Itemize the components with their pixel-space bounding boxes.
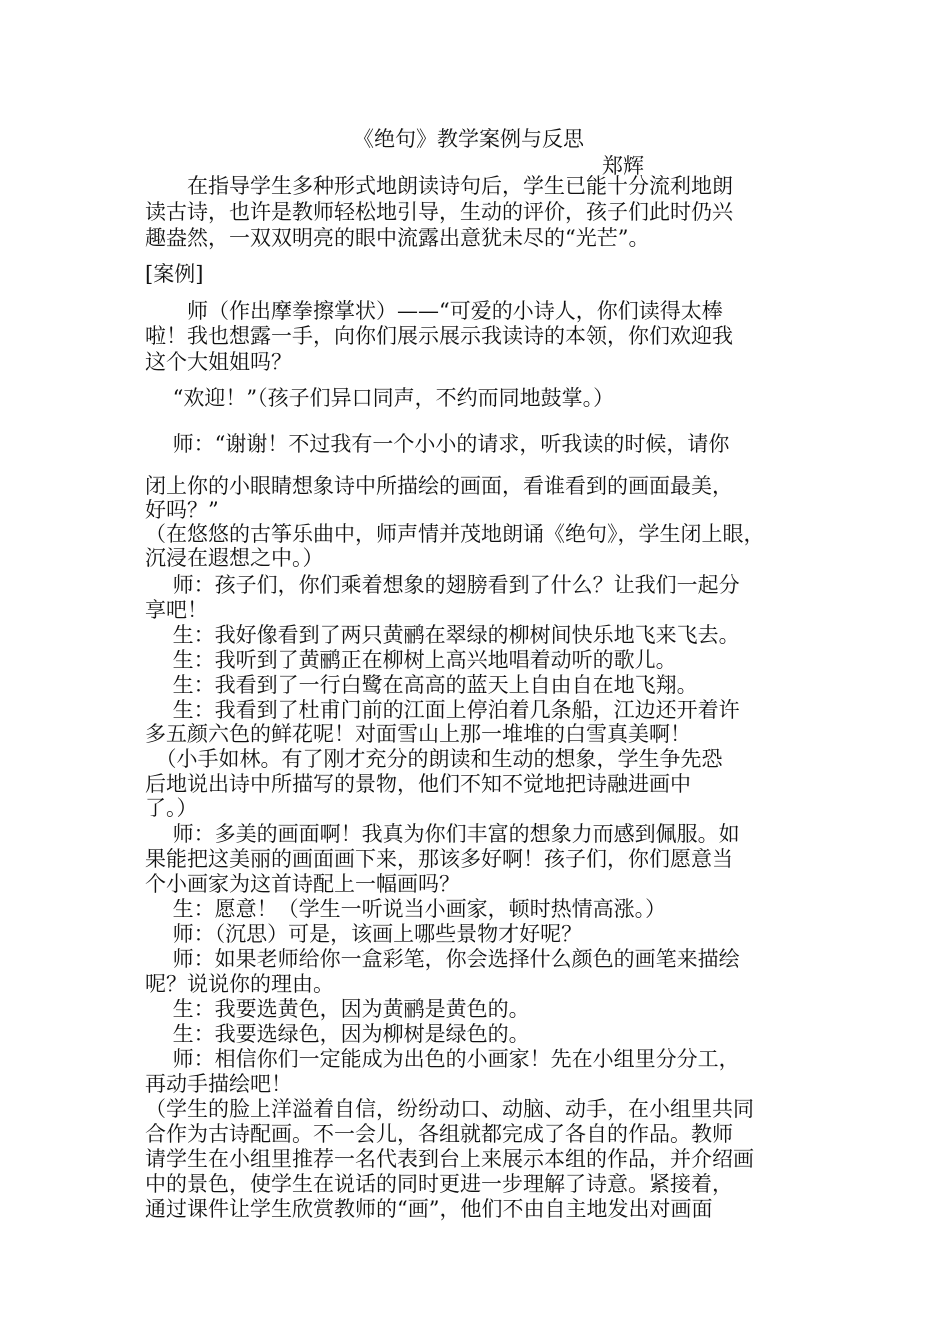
paragraph-line: 沉浸在遐想之中。）: [145, 546, 324, 570]
paragraph-line: 生：我要选绿色，因为柳树是绿色的。: [145, 1022, 530, 1046]
paragraph-line: （在悠悠的古筝乐曲中，师声情并茂地朗诵《绝句》，学生闭上眼，: [145, 522, 765, 546]
paragraph-line: 请学生在小组里推荐一名代表到台上来展示本组的作品，并介绍画: [145, 1147, 754, 1171]
paragraph-line: 多五颜六色的鲜花呢！对面雪山上那一堆堆的白雪真美啊！: [145, 722, 691, 746]
paragraph-line: 再动手描绘吧！: [145, 1072, 292, 1096]
paragraph-line: （小手如林。有了刚才充分的朗读和生动的想象，学生争先恐: [145, 747, 723, 771]
paragraph-line: 个小画家为这首诗配上一幅画吗？: [145, 872, 460, 896]
paragraph-line: 这个大姐姐吗？: [145, 350, 292, 374]
paragraph-line: 呢？说说你的理由。: [145, 972, 334, 996]
paragraph-line: 生：我听到了黄鹂正在柳树上高兴地唱着动听的歌儿。: [145, 648, 677, 672]
paragraph-line: （学生的脸上洋溢着自信，纷纷动口、动脑、动手，在小组里共同: [145, 1097, 754, 1121]
paragraph-line: 读古诗，也许是教师轻松地引导，生动的评价，孩子们此时仍兴: [145, 200, 733, 224]
paragraph-line: 通过课件让学生欣赏教师的“画”，他们不由自主地发出对画面: [145, 1197, 713, 1221]
paragraph-line: 生：我看到了一行白鹭在高高的蓝天上自由自在地飞翔。: [145, 673, 698, 697]
paragraph-line: 师：（沉思）可是，该画上哪些景物才好呢？: [145, 922, 583, 946]
paragraph-line: 趣盎然，一双双明亮的眼中流露出意犹未尽的“光芒”。: [145, 226, 650, 250]
paragraph-line: 生：愿意！（学生一听说当小画家，顿时热情高涨。）: [145, 897, 667, 921]
document-title: 《绝句》教学案例与反思: [353, 127, 584, 151]
paragraph-line: 师：相信你们一定能成为出色的小画家！先在小组里分分工，: [145, 1047, 740, 1071]
paragraph-line: 师：孩子们，你们乘着想象的翅膀看到了什么？让我们一起分: [145, 573, 740, 597]
paragraph-line: 果能把这美丽的画面画下来，那该多好啊！孩子们，你们愿意当: [145, 847, 733, 871]
paragraph-line: 好吗？”: [145, 498, 219, 522]
paragraph-line: 了。）: [145, 796, 198, 820]
paragraph-line: 闭上你的小眼睛想象诗中所描绘的画面，看谁看到的画面最美，: [145, 474, 733, 498]
section-label: [案例]: [145, 262, 204, 286]
paragraph-line: 在指导学生多种形式地朗读诗句后，学生已能十分流利地朗: [145, 174, 733, 198]
paragraph-line: 师：多美的画面啊！我真为你们丰富的想象力而感到佩服。如: [145, 822, 740, 846]
paragraph-line: 师：如果老师给你一盒彩笔，你会选择什么颜色的画笔来描绘: [145, 947, 740, 971]
paragraph-line: “欢迎！”（孩子们异口同声，不约而同地鼓掌。）: [145, 386, 615, 410]
paragraph-line: 享吧！: [145, 598, 208, 622]
paragraph-line: 啦！我也想露一手，向你们展示展示我读诗的本领，你们欢迎我: [145, 324, 733, 348]
document-author: 郑辉: [602, 154, 644, 178]
paragraph-line: 生：我要选黄色，因为黄鹂是黄色的。: [145, 997, 530, 1021]
paragraph-line: 生：我好像看到了两只黄鹂在翠绿的柳树间快乐地飞来飞去。: [145, 623, 740, 647]
paragraph-line: 师（作出摩拳擦掌状）——“可爱的小诗人，你们读得太棒: [145, 299, 723, 323]
paragraph-line: 师：“谢谢！不过我有一个小小的请求，听我读的时候，请你: [145, 432, 730, 456]
paragraph-line: 中的景色，使学生在说话的同时更进一步理解了诗意。紧接着，: [145, 1172, 733, 1196]
paragraph-line: 生：我看到了杜甫门前的江面上停泊着几条船，江边还开着许: [145, 698, 740, 722]
paragraph-line: 后地说出诗中所描写的景物，他们不知不觉地把诗融进画中: [145, 772, 691, 796]
paragraph-line: 合作为古诗配画。不一会儿，各组就都完成了各自的作品。教师: [145, 1122, 733, 1146]
